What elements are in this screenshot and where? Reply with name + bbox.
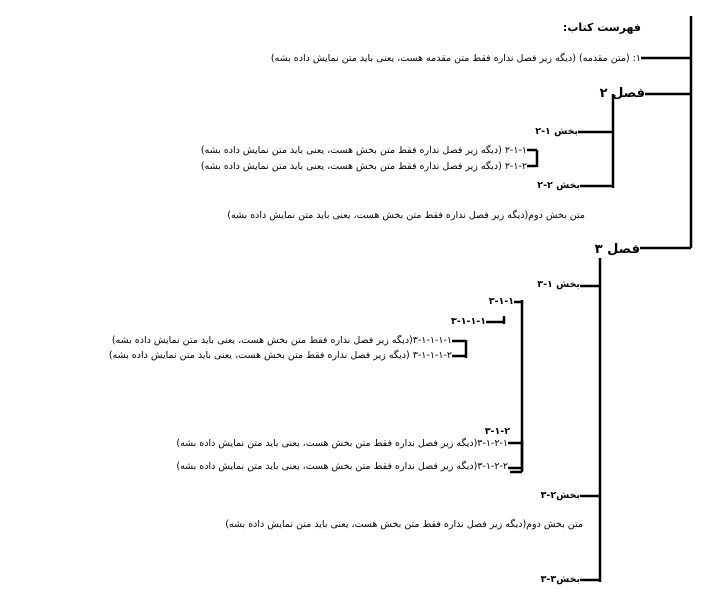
ch3-sub2-item-2: ۳-۱-۲-۲(ديگه زير فصل نداره فقط متن بخش هست، يعنی بايد متن نمايش داده بشه): [176, 461, 508, 472]
ch3-section-2-text: متن بخش دوم(ديگه زير فصل نداره فقط متن بخش هست، يعنی بايد متن نمايش داده بشه): [225, 519, 583, 530]
ch3-sub-1: ۳-۱-۱: [488, 296, 514, 307]
ch3-section-2: بخش۲-۳: [540, 490, 580, 501]
intro-text: ۱: (متن مقدمه) (ديگه زير فصل نداره فقط متن مقدمه هست، يعنی بايد متن نمايش داده بشه): [270, 53, 641, 64]
ch3-section-3: بخش۳-۳: [540, 574, 580, 585]
chapter-3-label: فصل ۳: [594, 242, 640, 257]
ch3-sub2-item-1: ۳-۱-۲-۱(ديگه زير فصل نداره فقط متن بخش هست، يعنی بايد متن نمايش داده بشه): [176, 438, 508, 449]
chapter-2-label: فصل ۲: [599, 86, 645, 101]
ch3-sub-1-1: ۳-۱-۱-۱: [450, 316, 486, 327]
ch3-section-1: بخش ۱-۳: [537, 279, 580, 290]
ch2-item-1: ۲-۱-۱ (ديگه زير فصل نداره فقط متن بخش هست، يعنی بايد متن نمايش داده بشه): [200, 145, 527, 156]
ch2-section-2: بخش ۲-۲: [537, 180, 580, 191]
ch3-item-2: ۳-۱-۱-۱-۲ (ديگه زير فصل نداره فقط متن بخش هست، يعنی بايد متن نمايش داده بشه): [108, 350, 452, 361]
ch3-item-1: ۳-۱-۱-۱-۱(ديگه زير فصل نداره فقط متن بخش هست، يعنی بايد متن نمايش داده بشه): [111, 335, 452, 346]
toc-title: فهرست كتاب:: [562, 21, 641, 34]
ch3-sub-2: ۳-۱-۲: [484, 426, 510, 437]
ch2-section-2-text: متن بخش دوم(ديگه زير فصل نداره فقط متن بخش هست، يعنی بايد متن نمايش داده بشه): [227, 210, 585, 221]
ch2-section-1: بخش ۱-۲: [535, 126, 578, 137]
ch2-item-2: ۲-۱-۲ (ديگه زير فصل نداره فقط متن بخش هست، يعنی بايد متن نمايش داده بشه): [200, 161, 527, 172]
